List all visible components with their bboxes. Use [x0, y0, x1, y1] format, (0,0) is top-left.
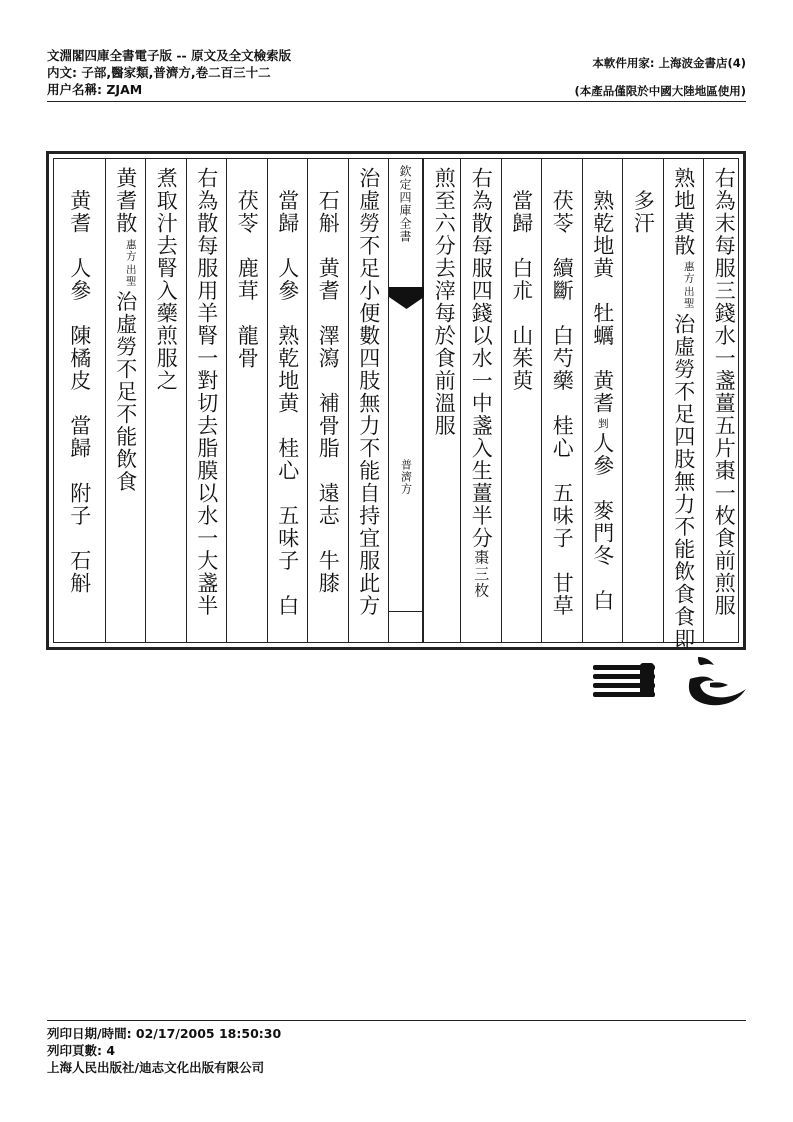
header-divider	[47, 101, 746, 102]
text-column-l6	[145, 159, 186, 642]
source-note	[683, 261, 694, 309]
column-text: 當歸 白朮 山茱萸	[509, 167, 534, 392]
text-column-l5	[186, 159, 227, 642]
column-text	[592, 167, 613, 612]
banxin-column	[388, 159, 423, 642]
column-text: 右為末每服三錢水一盞薑五片棗一枚食前煎服	[712, 167, 737, 617]
text-column-r6	[501, 159, 542, 642]
header-title: 文淵閣四庫全書電子版 -- 原文及全文檢索版	[47, 48, 292, 63]
text-column-l8	[54, 159, 105, 642]
text-column-l2	[307, 159, 348, 642]
column-text: 當歸 人參 熟乾地黄 桂心 五味子 白	[275, 167, 300, 617]
header-region-notice: (本產品僅限於中國大陸地區使用)	[574, 84, 746, 98]
text-column-l3	[267, 159, 308, 642]
text-column-r1	[703, 159, 744, 642]
footer-divider	[47, 1020, 746, 1021]
column-text: 黄耆 人參 陳橘皮 當歸 附子 石斛	[67, 167, 92, 595]
column-text: 煎至六分去滓每於食前溫服	[432, 167, 457, 437]
text-column-r2	[663, 159, 704, 651]
formula-name: 黄耆散	[113, 167, 138, 235]
header-content-path: 内文: 子部,醫家類,普濟方,卷二百三十二	[47, 65, 271, 80]
print-datetime: 列印日期/時間: 02/17/2005 18:50:30	[47, 1026, 282, 1041]
note-line-1: 出聖	[124, 263, 137, 287]
column-text: 茯苓 續斷 白芍藥 桂心 五味子 甘草	[550, 167, 575, 617]
prep-note: 剉	[596, 417, 609, 429]
source-note	[125, 239, 136, 287]
note-line-1: 出聖	[682, 286, 695, 309]
text-column-l7	[105, 159, 146, 642]
header-license	[574, 49, 746, 105]
ingredient-list: 熟乾地黄 牡蠣 黄耆	[590, 167, 615, 415]
library-seal-icon	[590, 655, 750, 710]
banxin-title: 欽定四庫全書	[398, 165, 412, 243]
dosage-note: 棗三枚	[472, 549, 491, 599]
banxin-book-name: 普濟方	[399, 459, 413, 495]
print-page-number: 列印頁數: 4	[47, 1043, 116, 1058]
text-column-r8	[423, 159, 464, 642]
formula-indication: 治虛勞不足四肢無力不能飲食食即	[671, 313, 696, 651]
ingredient-list-cont: 人參 麥門冬 白	[590, 432, 615, 612]
column-text: 煮取汁去腎入藥煎服之	[154, 167, 179, 392]
banxin-rule	[389, 611, 422, 612]
formula-name: 熟地黄散	[671, 167, 696, 257]
text-column-l1	[348, 159, 389, 642]
header-username: 用户名稱: ZJAM	[47, 82, 143, 97]
header-licensee: 本軟件用家: 上海波金書店(4)	[592, 56, 746, 70]
column-text: 多汗	[631, 167, 656, 235]
footer-info	[47, 1025, 281, 1076]
text-column-r3	[622, 159, 663, 642]
note-line-2: 惠方	[682, 261, 695, 284]
formula-indication: 治虛勞不足不能飲食	[113, 290, 138, 493]
publisher: 上海人民出版社/迪志文化出版有限公司	[47, 1060, 265, 1075]
page-inner-frame	[53, 158, 739, 651]
text-column-r7	[460, 159, 501, 642]
fish-tail-mark-icon	[389, 287, 424, 311]
page-frame	[46, 151, 746, 650]
text-column-r4	[582, 159, 623, 642]
column-text	[115, 167, 136, 493]
dosage-instruction: 右為散每服四錢以水一中盞入生薑半分	[469, 167, 494, 550]
text-column-r5	[541, 159, 582, 642]
text-column-l4	[226, 159, 267, 642]
column-text	[469, 167, 494, 599]
column-text: 右為散每服用羊腎一對切去脂膜以水一大盞半	[194, 167, 219, 617]
header-info	[47, 47, 291, 98]
column-text: 茯苓 鹿茸 龍骨	[235, 167, 260, 370]
column-text	[673, 167, 694, 651]
column-text: 治虛勞不足小便數四肢無力不能自持宜服此方	[356, 167, 381, 617]
note-line-2: 惠方	[124, 238, 137, 262]
column-text: 石斛 黄耆 澤瀉 補骨脂 遠志 牛膝	[316, 167, 341, 595]
